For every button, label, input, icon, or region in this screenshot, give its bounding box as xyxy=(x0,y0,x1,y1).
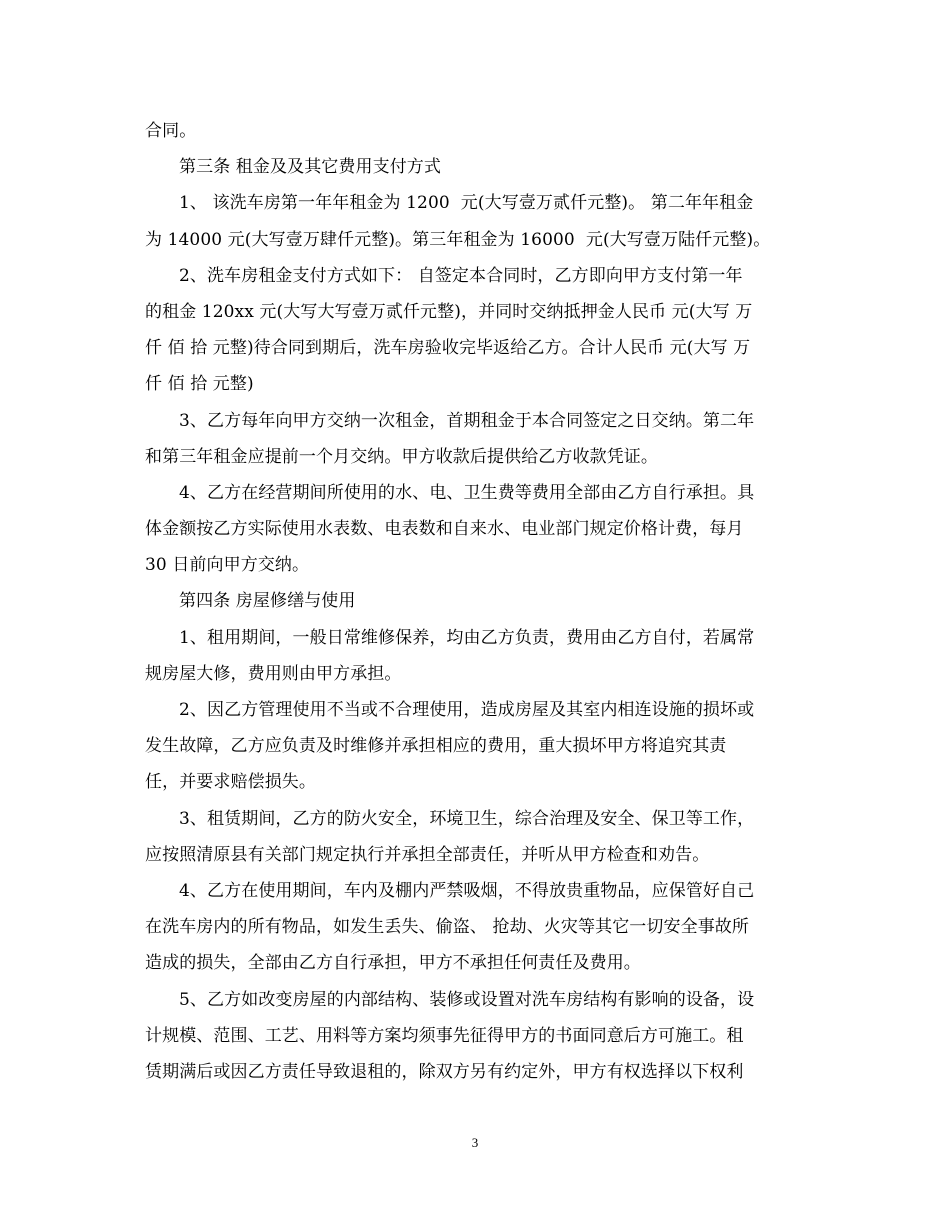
text-line: 和第三年租金应提前一个月交纳。甲方收款后提供给乙方收款凭证。 xyxy=(145,446,658,467)
text-line: 4、乙方在经营期间所使用的水、电、卫生费等费用全部由乙方自行承担。具 xyxy=(179,482,755,503)
text-line: 第三条 租金及及其它费用支付方式 xyxy=(179,157,442,178)
text-line: 第四条 房屋修缮与使用 xyxy=(179,591,356,612)
text-line: 3、租赁期间，乙方的防火安全，环境卫生，综合治理及安全、保卫等工作， xyxy=(179,808,755,829)
page-number: 3 xyxy=(471,1135,479,1150)
text-line: 为 14000 元(大写壹万肆仟元整)。第三年租金为 16000 元(大写壹万陆仟元整)。 xyxy=(145,229,771,250)
text-line: 30 日前向甲方交纳。 xyxy=(145,555,310,576)
text-line: 2、因乙方管理使用不当或不合理使用，造成房屋及其室内相连设施的损坏或 xyxy=(179,700,755,720)
text-line: 4、乙方在使用期间，车内及棚内严禁吸烟，不得放贵重物品，应保管好自己 xyxy=(179,880,755,901)
text-line: 1、租用期间，一般日常维修保养，均由乙方负责，费用由乙方自付，若属常 xyxy=(179,627,755,648)
text-line: 1、 该洗车房第一年年租金为 1200 元(大写壹万贰仟元整)。 第二年年租金 xyxy=(179,193,754,214)
text-line: 仟 佰 拾 元整)待合同到期后，洗车房验收完毕返给乙方。合计人民币 元(大写 万 xyxy=(145,338,751,359)
text-line: 规房屋大修，费用则由甲方承担。 xyxy=(145,663,402,684)
text-line: 应按照清原县有关部门规定执行并承担全部责任，并听从甲方检查和劝告。 xyxy=(145,844,710,865)
text-line: 计规模、范围、工艺、用料等方案均须事先征得甲方的书面同意后方可施工。租 xyxy=(145,1025,744,1046)
text-line: 赁期满后或因乙方责任导致退租的，除双方另有约定外，甲方有权选择以下权利 xyxy=(145,1061,744,1082)
text-line: 发生故障，乙方应负责及时维修并承担相应的费用，重大损坏甲方将追究其责 xyxy=(145,736,727,757)
text-line: 2、洗车房租金支付方式如下： 自签定本合同时，乙方即向甲方支付第一年 xyxy=(179,265,743,286)
text-line: 3、乙方每年向甲方交纳一次租金，首期租金于本合同签定之日交纳。第二年 xyxy=(179,410,755,431)
text-line: 合同。 xyxy=(145,121,197,141)
text-line: 在洗车房内的所有物品，如发生丢失、偷盗、 抢劫、火灾等其它一切安全事故所 xyxy=(145,917,750,938)
body-text xyxy=(145,113,805,1090)
text-line: 的租金 120xx 元(大写大写壹万贰仟元整)，并同时交纳抵押金人民币 元(大写 万 xyxy=(145,301,753,322)
text-line: 造成的损失，全部由乙方自行承担，甲方不承担任何责任及费用。 xyxy=(145,953,641,974)
text-line: 仟 佰 拾 元整) xyxy=(145,374,254,395)
text-line: 体金额按乙方实际使用水表数、电表数和自来水、电业部门规定价格计费，每月 xyxy=(145,519,744,540)
text-line: 5、乙方如改变房屋的内部结构、装修或设置对洗车房结构有影响的设备，设 xyxy=(179,989,755,1010)
text-line: 任，并要求赔偿损失。 xyxy=(145,772,316,793)
